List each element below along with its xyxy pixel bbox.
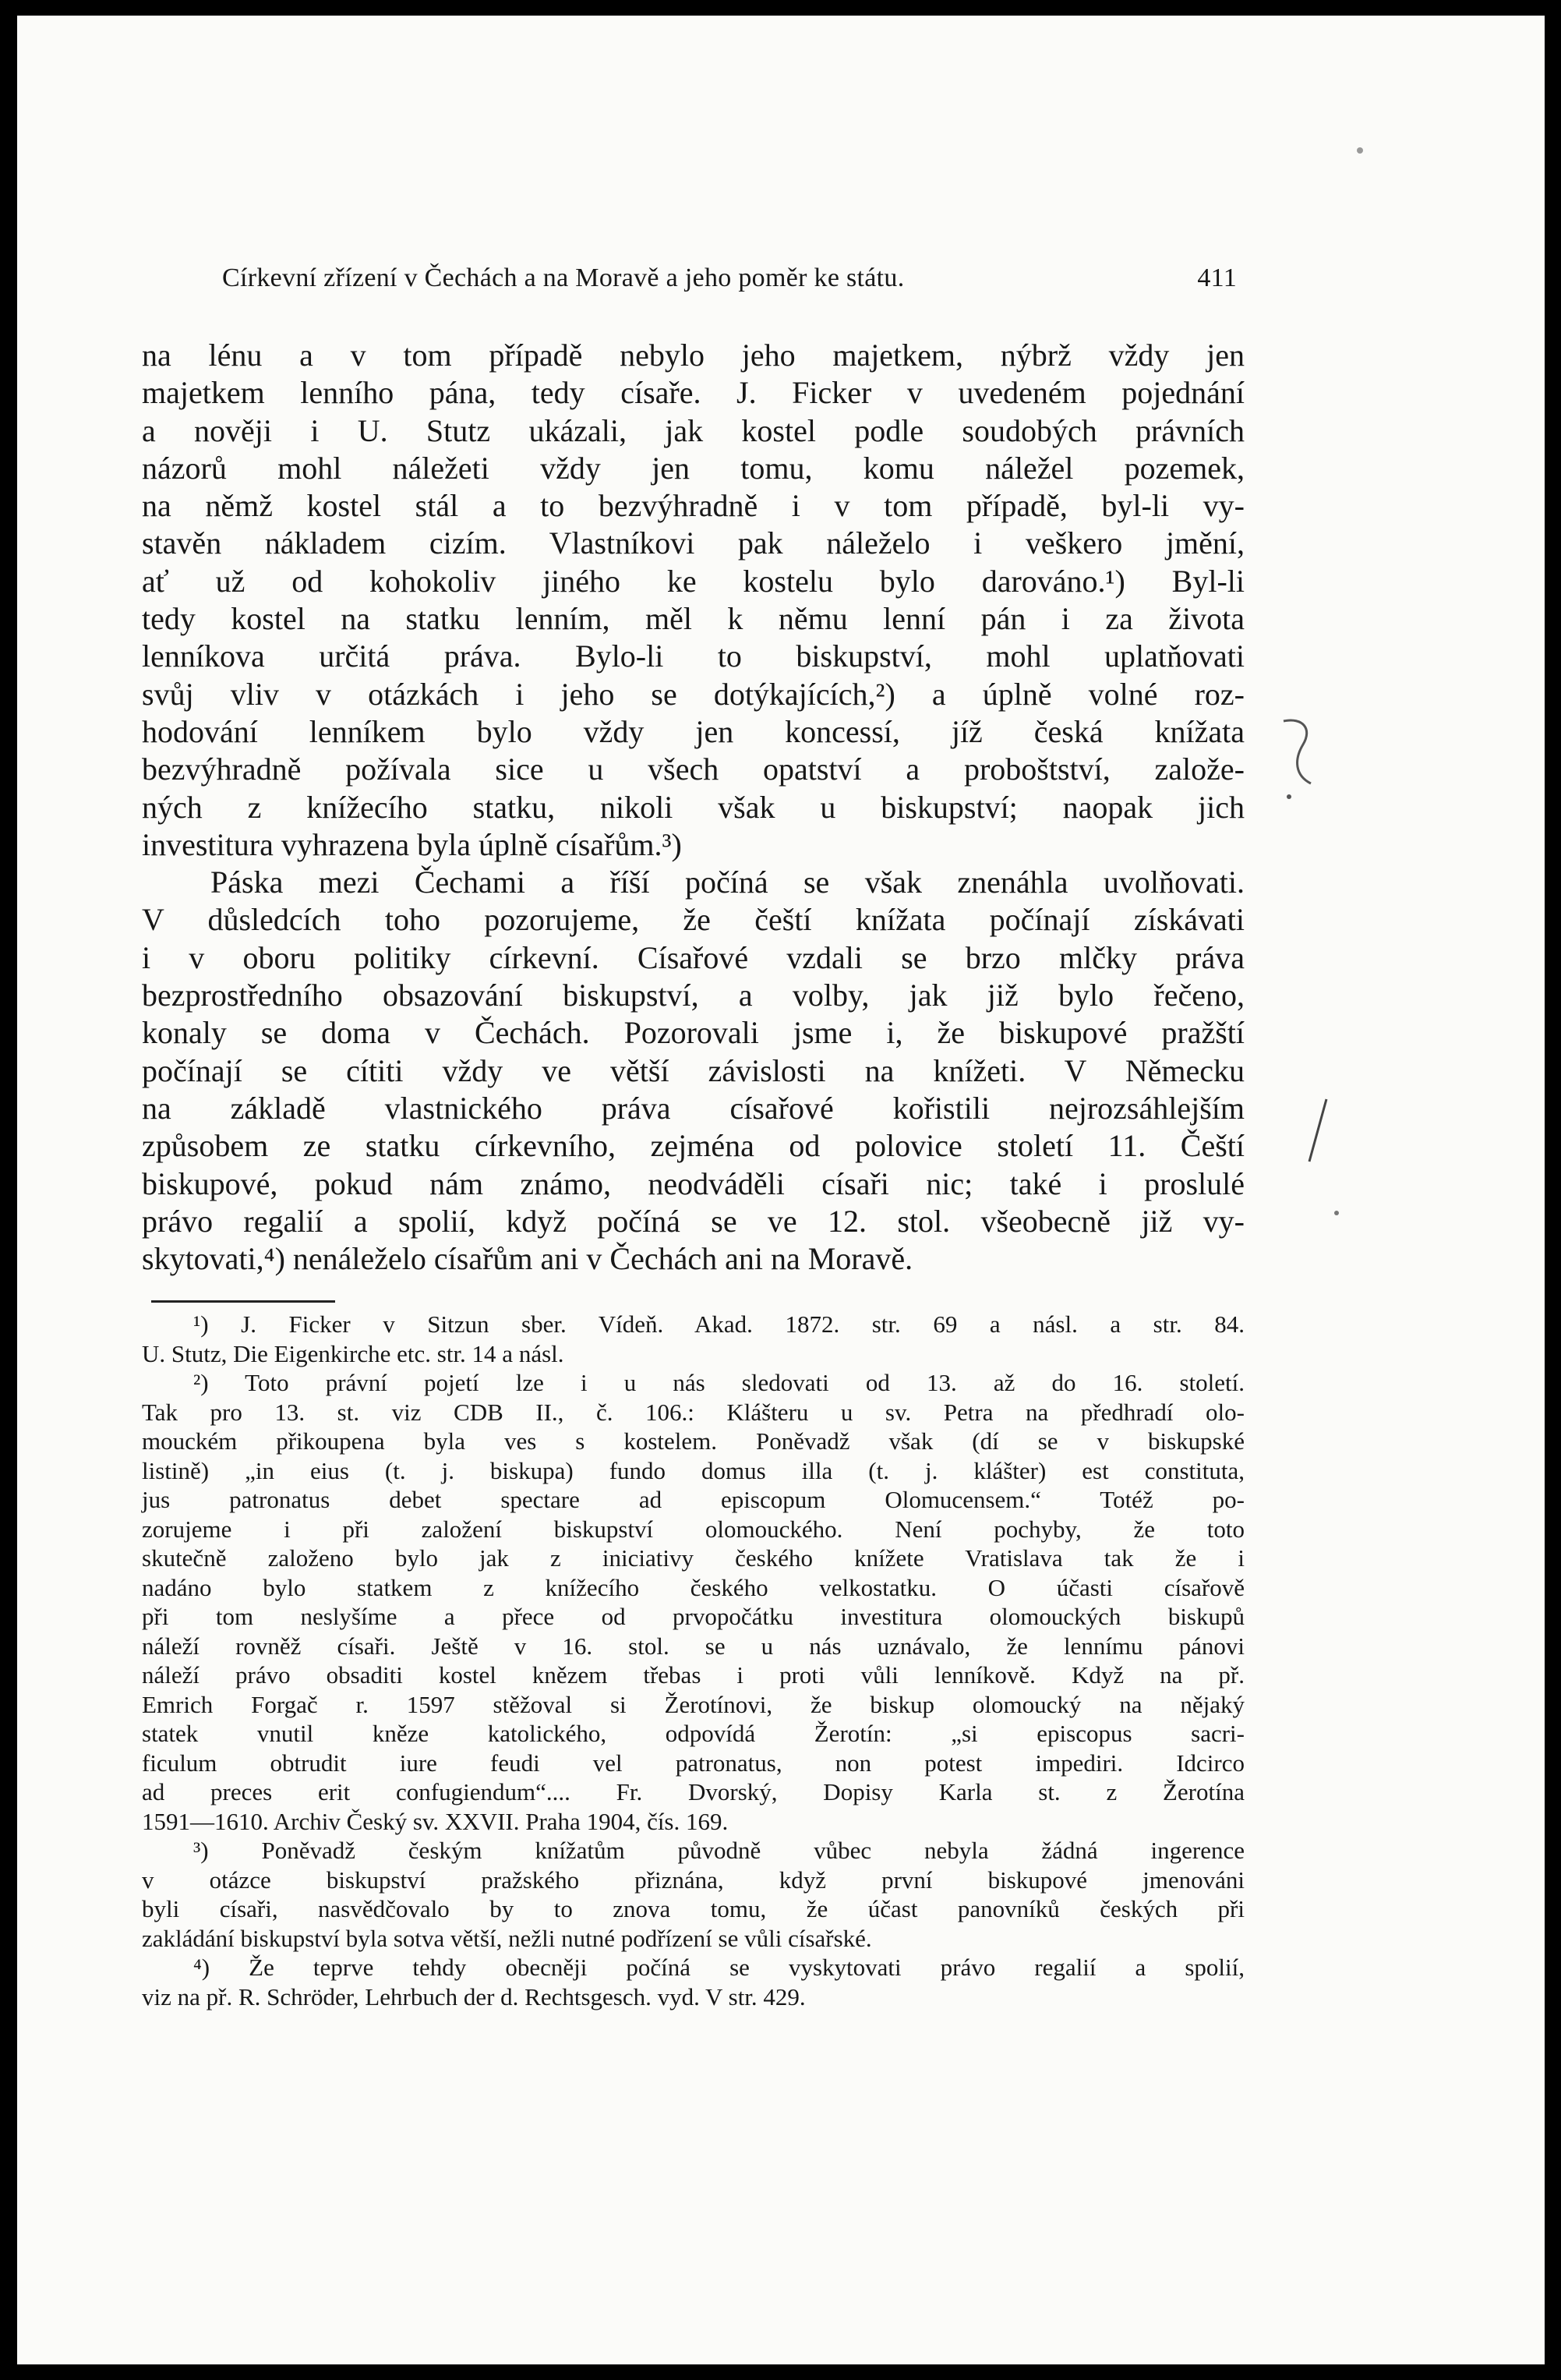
text-line: na základě vlastnického práva císařové kořistili nejrozsáhlejším [142, 1090, 1245, 1126]
footnote-line: náleží právo obsaditi kostel knězem třebas i proti vůli lenníkově. Když na př. [142, 1661, 1245, 1689]
footnote-line: skutečně založeno bylo jak z iniciativy českého knížete Vratislava tak že i [142, 1544, 1245, 1572]
text-line: majetkem lenního pána, tedy císaře. J. Ficker v uvedeném pojednání [142, 375, 1245, 411]
pencil-mark-bracket [1284, 720, 1311, 783]
footnote-line: ficulum obtrudit iure feudi vel patronatus, non potest impediri. Idcirco [142, 1749, 1245, 1777]
text-line: hodování lenníkem bylo vždy jen koncessí, jíž česká knížata [142, 713, 1245, 749]
text-line: skytovati,⁴) nenáleželo císařům ani v Čechách ani na Moravě. [142, 1241, 913, 1277]
footnote-line: ad preces erit confugiendum“.... Fr. Dvorský, Dopisy Karla st. z Žerotína [142, 1778, 1245, 1805]
page [17, 16, 1545, 2364]
text-line: bezprostředního obsazování biskupství, a volby, jak již bylo řečeno, [142, 978, 1245, 1013]
text-line: na němž kostel stál a to bezvýhradně i v tom případě, byl-li vy- [142, 488, 1245, 524]
running-header [222, 263, 1237, 293]
text-line: názorů mohl náležeti vždy jen tomu, komu náležel pozemek, [142, 450, 1245, 486]
footnote-line: nadáno bylo statkem z knížecího českého velkostatku. O účasti císařově [142, 1573, 1245, 1601]
text-line: investitura vyhrazena byla úplně císařům.³) [142, 826, 682, 862]
text-line: stavěn nákladem cizím. Vlastníkovi pak náleželo i veškero jmění, [142, 525, 1245, 561]
text-line: lenníkova určitá práva. Bylo-li to biskupství, mohl uplatňovati [142, 638, 1245, 674]
footnote-line: jus patronatus debet spectare ad episcopum Olomucensem.“ Totéž po- [142, 1486, 1245, 1513]
text-line: V důsledcích toho pozorujeme, že čeští knížata počínají získávati [142, 902, 1245, 938]
text-line: i v oboru politiky církevní. Císařové vzdali se brzo mlčky práva [142, 939, 1245, 975]
footnote-line: listině) „in eius (t. j. biskupa) fundo domus illa (t. j. klášter) est constituta, [142, 1456, 1245, 1484]
footnote-line: zorujeme i při založení biskupství olomouckého. Není pochyby, že toto [142, 1515, 1245, 1543]
page-number: 411 [1197, 263, 1237, 292]
footnote-line: byli císaři, nasvědčovalo by to znova tomu, že účast panovníků českých při [142, 1895, 1245, 1922]
text-line: právo regalií a spolií, když počíná se ve 12. stol. všeobecně již vy- [142, 1203, 1245, 1239]
pencil-mark-dot [1334, 1211, 1339, 1215]
footnote-line: Tak pro 13. st. viz CDB II., č. 106.: Klášteru u sv. Petra na předhradí olo- [142, 1398, 1245, 1426]
footnotes [142, 1310, 1245, 2011]
footnote-line: v otázce biskupství pražského přiznána, když první biskupové jmenováni [142, 1865, 1245, 1894]
text-line: a nověji i U. Stutz ukázali, jak kostel podle soudobých právních [142, 412, 1245, 448]
footnote-line: 1591—1610. Archiv Český sv. XXVII. Praha 1904, čís. 169. [142, 1807, 729, 1835]
footnote-line: ³) Poněvadž českým knížatům původně vůbec nebyla žádná ingerence [193, 1837, 1245, 1864]
text-line: ať už od kohokoliv jiného ke kostelu bylo darováno.¹) Byl-li [142, 563, 1245, 599]
text-line: svůj vliv v otázkách i jeho se dotýkajících,²) a úplně volné roz- [142, 676, 1245, 712]
text-line: Páska mezi Čechami a říší počíná se však znenáhla uvolňovati. [210, 865, 1245, 900]
text-line: konaly se doma v Čechách. Pozorovali jsme i, že biskupové pražští [142, 1015, 1245, 1051]
footnote-line: náleží rovněž císaři. Ještě v 16. stol. se u nás uznávalo, že lennímu pánovi [142, 1632, 1245, 1660]
pencil-mark-dot [1357, 147, 1363, 154]
footnote-line: mouckém přikoupena byla ves s kostelem. Poněvadž však (dí se v biskupské [142, 1427, 1245, 1455]
footnote-line: zakládání biskupství byla sotva větší, nežli nutné podřízení se vůli císařské. [142, 1924, 872, 1952]
text-line: způsobem ze statku církevního, zejména od polovice století 11. Čeští [142, 1128, 1245, 1164]
text-line: biskupové, pokud nám známo, neodváděli císaři nic; také i proslulé [142, 1165, 1245, 1201]
footnote-line: viz na př. R. Schröder, Lehrbuch der d. Rechtsgesch. vyd. V str. 429. [142, 1982, 806, 2010]
footnote-line: Emrich Forgač r. 1597 stěžoval si Žerotínovi, že biskup olomoucký na nějaký [142, 1690, 1245, 1718]
footnote-line: ²) Toto právní pojetí lze i u nás sledovati od 13. až do 16. století. [193, 1369, 1245, 1396]
main-text [142, 337, 1245, 1278]
footnote-divider [151, 1300, 335, 1303]
text-line: bezvýhradně požívala sice u všech opatství a proboštství, založe- [142, 751, 1245, 787]
footnote-line: statek vnutil kněze katolického, odpovídá Žerotín: „si episcopus sacri- [142, 1720, 1245, 1747]
text-line: na lénu a v tom případě nebylo jeho majetkem, nýbrž vždy jen [142, 338, 1245, 373]
footnote-line: ¹) J. Ficker v Sitzun sber. Vídeň. Akad. 1872. str. 69 a násl. a str. 84. [193, 1310, 1245, 1338]
text-line: počínají se cítiti vždy ve větší závislosti na knížeti. V Německu [142, 1052, 1245, 1088]
pencil-mark-slash [1309, 1099, 1326, 1162]
text-line: tedy kostel na statku lenním, měl k němu lenní pán i za života [142, 601, 1245, 637]
text-line: ných z knížecího statku, nikoli však u biskupství; naopak jich [142, 789, 1245, 825]
running-title: Církevní zřízení v Čechách a na Moravě a jeho poměr ke státu. [222, 263, 905, 292]
footnote-line: U. Stutz, Die Eigenkirche etc. str. 14 a násl. [142, 1339, 564, 1367]
pencil-mark-dot [1287, 794, 1291, 799]
footnote-line: ⁴) Že teprve tehdy obecněji počíná se vyskytovati právo regalií a spolií, [193, 1954, 1245, 1981]
footnote-line: při tom neslyšíme a přece od prvopočátku investitura olomouckých biskupů [142, 1603, 1245, 1630]
